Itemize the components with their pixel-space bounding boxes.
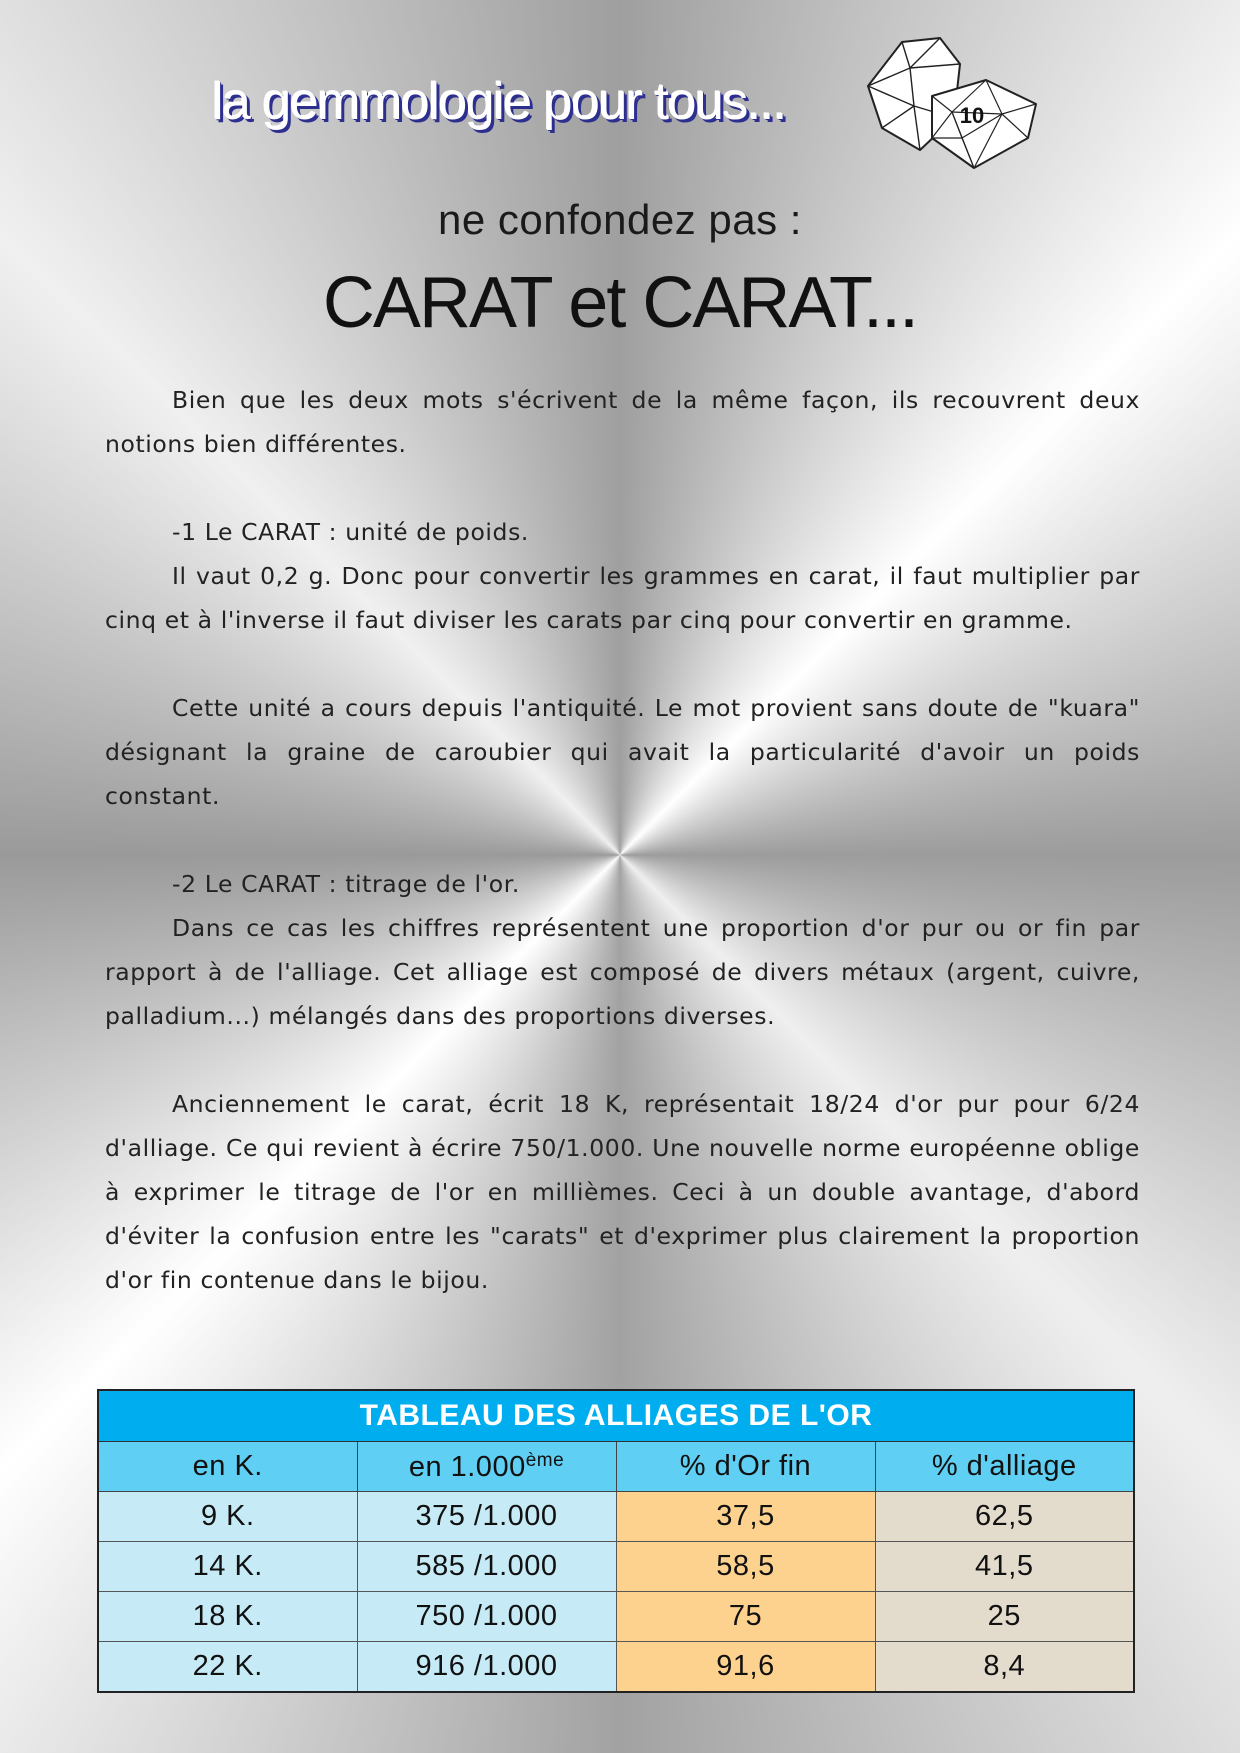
cell-thousandths: 916 /1.000 xyxy=(357,1642,616,1693)
header-fine-gold: % d'Or fin xyxy=(616,1442,875,1492)
cell-thousandths: 585 /1.000 xyxy=(357,1542,616,1592)
table-title: TABLEAU DES ALLIAGES DE L'OR xyxy=(98,1390,1134,1442)
cell-alloy: 41,5 xyxy=(875,1542,1134,1592)
cell-karat: 18 K. xyxy=(98,1592,357,1642)
cell-karat: 22 K. xyxy=(98,1642,357,1693)
page-number: 10 xyxy=(959,103,985,128)
header-thousandths-suffix: ème xyxy=(525,1449,565,1471)
section-1-paragraph-1: Il vaut 0,2 g. Donc pour convertir les grammes en carat, il faut multiplier par cinq et à l'inverse il faut diviser les carats par cinq pour convertir en gramme. xyxy=(105,562,1140,634)
series-title: la gemmologie pour tous... xyxy=(212,73,786,131)
section-2-heading: -2 Le CARAT : titrage de l'or. xyxy=(172,870,520,898)
section-1-paragraph-2: Cette unité a cours depuis l'antiquité. Le mot provient sans doute de "kuara" désignant la graine de caroubier qui avait la particularité d'avoir un poids constant. xyxy=(105,694,1140,810)
section-1-heading: -1 Le CARAT : unité de poids. xyxy=(172,518,529,546)
cell-thousandths: 750 /1.000 xyxy=(357,1592,616,1642)
header-thousandths-label: en 1.000 xyxy=(408,1450,526,1483)
page-title: CARAT et CARAT... xyxy=(322,263,918,343)
cell-thousandths: 375 /1.000 xyxy=(357,1492,616,1542)
cell-alloy: 8,4 xyxy=(875,1642,1134,1693)
section-2-paragraph-1: Dans ce cas les chiffres représentent une proportion d'or pur ou or fin par rapport à de l'alliage. Cet alliage est composé de divers métaux (argent, cuivre, palladium...) mélangés dans des proportions diverses. xyxy=(105,914,1140,1030)
cell-karat: 9 K. xyxy=(98,1492,357,1542)
intro-paragraph: Bien que les deux mots s'écrivent de la même façon, ils recouvrent deux notions bien différentes. xyxy=(105,386,1140,458)
cell-karat: 14 K. xyxy=(98,1542,357,1592)
table-row xyxy=(98,1542,1134,1592)
gold-alloy-table xyxy=(97,1389,1135,1693)
cell-alloy: 25 xyxy=(875,1592,1134,1642)
cell-fine-gold: 75 xyxy=(616,1592,875,1642)
section-2-paragraph-2: Anciennement le carat, écrit 18 K, représentait 18/24 d'or pur pour 6/24 d'alliage. Ce qui revient à écrire 750/1.000. Une nouvelle norme européenne oblige à exprimer le titrage de l'or en millièmes. Ceci à un double avantage, d'abord d'éviter la confusion entre les "carats" et d'exprimer plus clairement la proportion d'or fin contenue dans le bijou. xyxy=(105,1090,1140,1294)
cell-fine-gold: 58,5 xyxy=(616,1542,875,1592)
subtitle: ne confondez pas : xyxy=(438,196,802,243)
table-row xyxy=(98,1642,1134,1693)
article-body xyxy=(105,378,1140,1302)
header-karat: en K. xyxy=(98,1442,357,1492)
cell-alloy: 62,5 xyxy=(875,1492,1134,1542)
cell-fine-gold: 91,6 xyxy=(616,1642,875,1693)
table-row xyxy=(98,1592,1134,1642)
cell-fine-gold: 37,5 xyxy=(616,1492,875,1542)
header-alloy: % d'alliage xyxy=(875,1442,1134,1492)
table-row xyxy=(98,1492,1134,1542)
header-thousandths xyxy=(357,1442,616,1492)
